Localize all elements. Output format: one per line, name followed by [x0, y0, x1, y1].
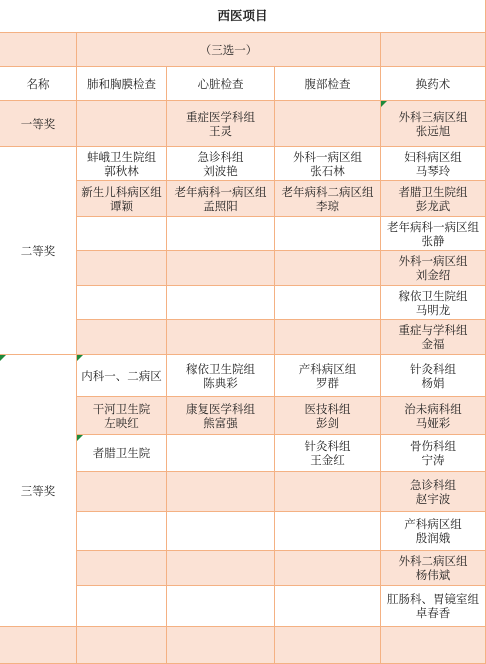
- header-abdomen-exam: [275, 67, 381, 101]
- third-heart-exam-cell: [167, 512, 275, 551]
- award-third: [0, 355, 77, 627]
- third-heart-exam-cell: [167, 355, 275, 397]
- cell-person: 陈典彩: [203, 375, 238, 390]
- third-lung-exam-cell: [77, 397, 167, 435]
- cell-dept: 针灸科组: [410, 361, 456, 376]
- second-heart-exam-cell: [167, 181, 275, 217]
- cell-dept: 者腊卫生院: [92, 446, 151, 460]
- comment-marker-icon: [77, 355, 83, 361]
- third-lung-exam-cell: [77, 512, 167, 551]
- cell-person: 彭剑: [316, 415, 339, 430]
- header-heart-exam: [167, 67, 275, 101]
- third-lung-exam-cell: [77, 355, 167, 397]
- cell-dept: 内科一、二病区: [81, 368, 162, 383]
- second-lung-exam-cell: [77, 286, 167, 320]
- comment-marker-icon: [0, 355, 6, 361]
- cell-dept: （三选一）: [199, 42, 258, 57]
- cell-person: 彭龙武: [415, 198, 451, 213]
- third-heart-exam-cell: [167, 586, 275, 627]
- cell-dept: 针灸科组: [304, 439, 351, 453]
- cell-person: 马娅彩: [415, 415, 451, 430]
- second-heart-exam-cell: [167, 286, 275, 320]
- comment-marker-icon: [381, 101, 387, 107]
- second-lung-exam-cell: [77, 251, 167, 286]
- cell-person: 张石林: [310, 163, 345, 178]
- third-abdomen-exam-cell: [275, 355, 381, 397]
- third-abdomen-exam-cell: [275, 551, 381, 586]
- cell-dept: 急诊科组: [410, 477, 456, 492]
- cell-dept: 二等奖: [20, 243, 56, 258]
- third-lung-exam-cell: [77, 551, 167, 586]
- cell-person: 马琴玲: [415, 163, 451, 178]
- second-abdomen-exam-cell: [275, 320, 381, 355]
- cell-dept: 稼依卫生院组: [398, 288, 468, 303]
- cell-dept: 妇科病区组: [404, 149, 462, 164]
- cell-person: 孟照阳: [203, 198, 238, 213]
- third-abdomen-exam-cell: [275, 397, 381, 435]
- cell-person: 张远旭: [415, 123, 451, 138]
- cell-dept: 新生儿科病区组: [81, 184, 162, 199]
- cell-person: 左映红: [104, 415, 139, 430]
- sheet-title: 西医项目: [0, 0, 486, 33]
- second-heart-exam-cell: [167, 147, 275, 181]
- cell-dept: 一等奖: [20, 116, 56, 131]
- cell-dept: 肛肠科、胃镜室组: [387, 592, 479, 606]
- third-lung-exam-cell: [77, 435, 167, 472]
- third-heart-exam-cell: [167, 435, 275, 472]
- third-dressing-cell: [381, 397, 486, 435]
- cell-dept: 蚌峨卫生院组: [87, 149, 156, 164]
- cell-dept: 治未病科组: [404, 401, 462, 416]
- first-lung-exam-cell: [77, 101, 167, 147]
- cell-person: 郭秋林: [104, 163, 139, 178]
- cell-person: 殷润娥: [415, 531, 451, 545]
- cell-dept: 腹部检查: [304, 76, 351, 91]
- cell-dept: 重症医学科组: [186, 109, 255, 124]
- subtitle-blank-right: [381, 33, 486, 67]
- third-lung-exam-cell: [77, 472, 167, 512]
- award-second: [0, 147, 77, 355]
- cell-dept: 换药术: [415, 76, 451, 91]
- header-name: [0, 67, 77, 101]
- third-dressing-cell: [381, 355, 486, 397]
- second-heart-exam-cell: [167, 251, 275, 286]
- second-dressing-cell: [381, 181, 486, 217]
- cell-person: 马明龙: [415, 302, 451, 317]
- second-dressing-cell: [381, 217, 486, 251]
- third-abdomen-exam-cell: [275, 586, 381, 627]
- first-heart-exam-cell: [167, 101, 275, 147]
- cell-dept: 者腊卫生院组: [398, 184, 468, 199]
- second-lung-exam-cell: [77, 181, 167, 217]
- cell-dept: 康复医学科组: [186, 401, 255, 416]
- cell-dept: 外科二病区组: [398, 554, 468, 568]
- second-abdomen-exam-cell: [275, 286, 381, 320]
- cell-person: 杨娟: [421, 375, 445, 390]
- cell-person: 王金红: [310, 453, 345, 467]
- second-lung-exam-cell: [77, 147, 167, 181]
- cell-person: 宁涛: [421, 453, 445, 467]
- comment-marker-icon: [77, 435, 83, 441]
- cell-person: 谭颖: [110, 198, 133, 213]
- third-heart-exam-cell: [167, 397, 275, 435]
- third-lung-exam-cell: [77, 586, 167, 627]
- cell-dept: 外科三病区组: [398, 109, 468, 124]
- cell-person: 杨伟斌: [415, 568, 451, 582]
- first-abdomen-exam-cell: [275, 101, 381, 147]
- third-abdomen-exam-cell: [275, 472, 381, 512]
- empty-row-cell: [167, 627, 275, 664]
- cell-dept: 老年病科一病区组: [387, 219, 479, 234]
- header-lung-exam: [77, 67, 167, 101]
- cell-dept: 急诊科组: [197, 149, 244, 164]
- empty-row-cell: [275, 627, 381, 664]
- second-dressing-cell: [381, 320, 486, 355]
- cell-person: 赵宇波: [415, 491, 451, 506]
- empty-row-cell: [77, 627, 167, 664]
- cell-dept: 干河卫生院: [92, 401, 151, 416]
- empty-row-cell: [381, 627, 486, 664]
- cell-person: 张静: [421, 233, 445, 248]
- cell-dept: 老年病科一病区组: [174, 184, 267, 199]
- subtitle-cell: [77, 33, 381, 67]
- second-dressing-cell: [381, 251, 486, 286]
- cell-dept: 稼依卫生院组: [186, 361, 255, 376]
- cell-dept: 产科病区组: [404, 517, 462, 531]
- cell-person: 熊富强: [203, 415, 238, 430]
- cell-dept: 外科一病区组: [293, 149, 362, 164]
- second-lung-exam-cell: [77, 217, 167, 251]
- cell-dept: 三等奖: [20, 483, 56, 498]
- first-dressing-cell: [381, 101, 486, 147]
- header-dressing: [381, 67, 486, 101]
- cell-dept: 肺和胸膜检查: [87, 76, 156, 91]
- third-heart-exam-cell: [167, 551, 275, 586]
- third-dressing-cell: [381, 512, 486, 551]
- cell-person: 金福: [421, 337, 445, 351]
- cell-dept: 名称: [26, 76, 50, 91]
- cell-person: 卓春香: [415, 606, 451, 620]
- third-abdomen-exam-cell: [275, 435, 381, 472]
- second-abdomen-exam-cell: [275, 147, 381, 181]
- third-dressing-cell: [381, 472, 486, 512]
- cell-dept: 骨伤科组: [410, 439, 456, 453]
- subtitle-blank-left: [0, 33, 77, 67]
- cell-person: 刘波艳: [203, 163, 238, 178]
- cell-dept: 医技科组: [304, 401, 351, 416]
- cell-dept: 外科一病区组: [398, 254, 468, 268]
- second-dressing-cell: [381, 147, 486, 181]
- second-lung-exam-cell: [77, 320, 167, 355]
- second-abdomen-exam-cell: [275, 181, 381, 217]
- third-abdomen-exam-cell: [275, 512, 381, 551]
- third-dressing-cell: [381, 586, 486, 627]
- second-heart-exam-cell: [167, 320, 275, 355]
- cell-person: 李琼: [316, 198, 339, 213]
- second-heart-exam-cell: [167, 217, 275, 251]
- second-dressing-cell: [381, 286, 486, 320]
- cell-dept: 老年病科二病区组: [281, 184, 374, 199]
- third-dressing-cell: [381, 551, 486, 586]
- second-abdomen-exam-cell: [275, 217, 381, 251]
- cell-person: 刘金绍: [415, 268, 451, 282]
- cell-person: 王灵: [209, 123, 232, 138]
- third-heart-exam-cell: [167, 472, 275, 512]
- second-abdomen-exam-cell: [275, 251, 381, 286]
- cell-dept: 心脏检查: [197, 76, 244, 91]
- cell-person: 罗群: [316, 375, 339, 390]
- cell-dept: 重症与学科组: [398, 323, 468, 337]
- third-dressing-cell: [381, 435, 486, 472]
- award-first: [0, 101, 77, 147]
- empty-row-cell: [0, 627, 77, 664]
- cell-dept: 产科病区组: [298, 361, 357, 376]
